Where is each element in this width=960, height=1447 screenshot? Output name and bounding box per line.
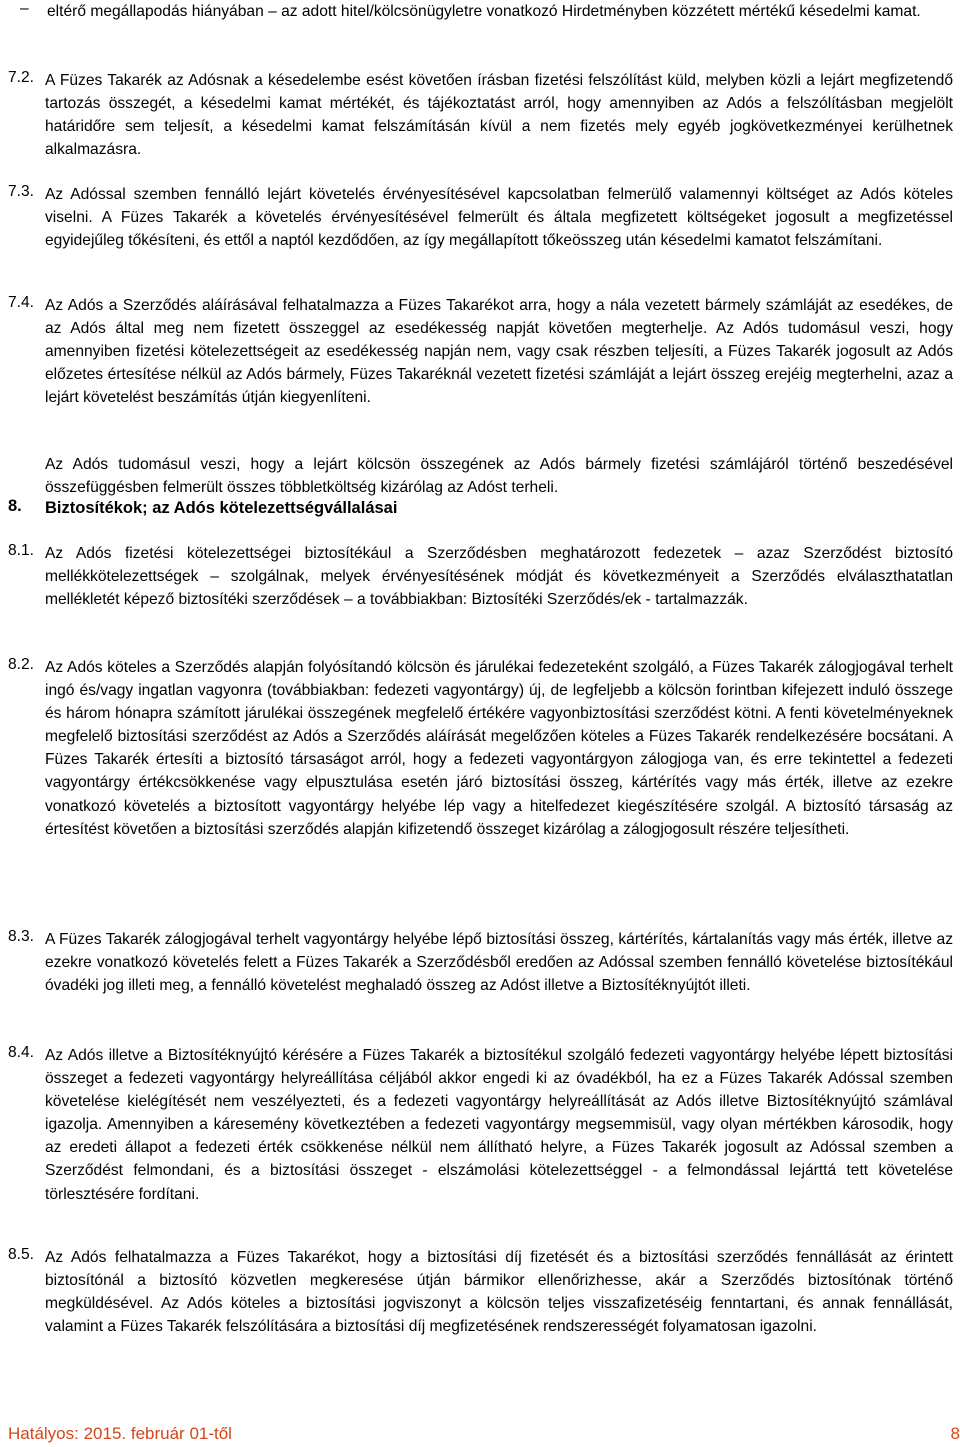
section-text: A Füzes Takarék zálogjogával terhelt vagyontárgy helyébe lépő biztosítási összeg, kártérítés, kártalanítás vagy más érték, illetve az ezekre vonatkozó követelés felett a Füzes Takarék a Szerződésből eredően az Adóssal szemben fennálló követelése biztosítékául óvadéki jog illeti meg, a fennálló követelést meghaladó összeg az Adóst illetve a Biztosítéknyújtót illeti. xyxy=(45,931,953,995)
intro-dash-paragraph xyxy=(20,0,952,39)
section-8-1 xyxy=(8,542,953,627)
section-number: 8. xyxy=(8,497,22,515)
page-footer xyxy=(8,1420,960,1447)
section-text: Az Adóssal szemben fennálló lejárt követelés érvényesítésével kapcsolatban felmerülő valamennyi költséget az Adós köteles viselni. A Füzes Takarék a követelés érvényesítésével felmerült és általa megfizetett költségeket jogosult a megfizetéssel egyidejűleg tőkésíteni, és ettől a naptól kezdődően, az így megállapított tőkeösszeg után késedelmi kamatot felszámítani. xyxy=(45,186,953,250)
section-text: Az Adós tudomásul veszi, hogy a lejárt kölcsön összegének az Adós bármely fizetési számlájáról történő beszedésével összefüggésben felmerült összes többletköltség kizárólag az Adóst terheli. xyxy=(45,456,953,497)
section-7-4 xyxy=(8,294,953,425)
dash-marker: – xyxy=(20,0,29,17)
section-number: 8.1. xyxy=(8,542,35,559)
page-number: 8 xyxy=(950,1424,960,1443)
section-7-2 xyxy=(8,69,953,177)
section-number: 7.2. xyxy=(8,69,35,86)
section-number: 8.4. xyxy=(8,1044,35,1061)
section-number: 8.2. xyxy=(8,656,35,673)
section-text: A Füzes Takarék az Adósnak a késedelembe esést követően írásban fizetési felszólítást küld, melyben közli a lejárt megfizetendő tartozás összegét, a késedelmi kamat mértékét, és tájékoztatást arról, hogy amennyiben az Adós a felszólításban megjelölt határidőre sem teljesít, a késedelmi kamat felszámításán kívül a nem fizetés mely egyéb jogkövetkezményei kerülhetnek alkalmazásra. xyxy=(45,72,953,159)
section-number: 7.3. xyxy=(8,183,35,200)
section-text: Az Adós illetve a Biztosítéknyújtó kérésére a Füzes Takarék a biztosítékul szolgáló fedezeti vagyontárgy helyébe lépett biztosítási összeget a fedezeti vagyontárgy helyreállítása céljából akkor engedi ki az óvadékból, ha ez a Füzes Takarék Adóssal szemben követelése kielégítését nem veszélyezteti, és a fedezeti vagyontárgy helyreállítását az Adós illetve Biztosítéknyújtó számlával igazolja. Amennyiben a káresemény következtében a fedezeti vagyontárgy megsemmisül, vagy olyan mértékben károsodik, hogy az eredeti állapot a fedezeti érték csökkenése nélkül nem állítható helyre, a Füzes Takarék jogosult az Adóssal szemben a Szerződést felmondani, és a biztosítási összeget - elszámolási kötelezettséggel - a felmondással lejárttá tett követelése törlesztésére fordítani. xyxy=(45,1047,953,1203)
section-text: Az Adós köteles a Szerződés alapján folyósítandó kölcsön és járulékai fedezeteként szolgáló, a Füzes Takarék zálogjogával terhelt ingó és/vagy ingatlan vagyonra (továbbiakban: fedezeti vagyontárgy) új, de legfeljebb a kölcsön forintban kifejezett induló összege és három hónapra számított járulékai összegének megfelelő értékére vagyonbiztosítási szerződést kötni. A fenti követelményeknek megfelelő biztosítási szerződést az Adós a Szerződés aláírását megelőzően köteles a Füzes Takarék rendelkezésére bocsátani. A Füzes Takarék értesíti a biztosító társaságot arról, hogy a fedezeti vagyontárgyon zálogjoga van, és erre tekintettel a fedezeti vagyontárgy értékcsökkenése vagy elpusztulása esetén járó biztosítási összeg, kártérítés vagy más érték, illetve az ezekre vonatkozó követelés a biztosított vagyontárgy helyébe lép vagy a hitelfedezet kiegészítésére szolgál. A biztosító társaság az értesítést követően a biztosítási szerződés alapján kifizetendő összeget kizárólag a zálogjogosult részére teljesítheti. xyxy=(45,659,953,838)
section-text: Az Adós felhatalmazza a Füzes Takarékot, hogy a biztosítási díj fizetését és a biztosítási szerződés fennállását az érintett biztosítónál a biztosító közvetlen megkeresése útján bármikor ellenőrizhesse, akár a Szerződés biztosítónak történő megküldésével. Az Adós köteles a biztosítási jogviszonyt a kölcsön teljes visszafizetéséig fenntartani, és annak fennállását, valamint a Füzes Takarék felszólítására a biztosítási díj megfizetésének rendszerességét folyamatosan igazolni. xyxy=(45,1249,953,1336)
section-number: 8.5. xyxy=(8,1246,35,1263)
section-8-5 xyxy=(8,1246,953,1354)
section-8-4 xyxy=(8,1044,953,1221)
section-7-3 xyxy=(8,183,953,268)
section-8-2 xyxy=(8,656,953,856)
section-text: Az Adós fizetési kötelezettségei biztosítékául a Szerződésben meghatározott fedezetek – azaz Szerződést biztosító mellékkötelezettségek – szolgálnak, melyek érvényesítésének módját és következményeit a Szerződés elválaszthatatlan mellékletét képező biztosítéki szerződések – a továbbiakban: Biztosítéki Szerződés/ek - tartalmazzák. xyxy=(45,545,953,609)
section-number: 8.3. xyxy=(8,928,35,945)
section-title: Biztosítékok; az Adós kötelezettségvállalásai xyxy=(45,499,398,517)
effective-date: Hatályos: 2015. február 01-től xyxy=(8,1424,232,1443)
section-8-heading xyxy=(8,497,953,537)
section-8-3 xyxy=(8,928,953,1013)
intro-dash-text: eltérő megállapodás hiányában – az adott hitel/kölcsönügyletre vonatkozó Hirdetményben közzétett mértékű késedelmi kamat. xyxy=(47,3,921,20)
section-text: Az Adós a Szerződés aláírásával felhatalmazza a Füzes Takarékot arra, hogy a nála vezetett bármely számláját az esedékes, de az Adós által meg nem fizetett összeggel az esedékesség napját követően megterhelje. Az Adós tudomásul veszi, hogy amennyiben fizetési kötelezettségeit az esedékesség napján nem, vagy csak részben teljesíti, a Füzes Takarék jogosult az Adós előzetes értesítése nélkül az Adós bármely, Füzes Takaréknál vezetett fizetési számláját a lejárt összeg erejéig megterhelni, azaz a lejárt követelést beszámítás útján kiegyenlíteni. xyxy=(45,297,953,407)
section-number: 7.4. xyxy=(8,294,35,311)
